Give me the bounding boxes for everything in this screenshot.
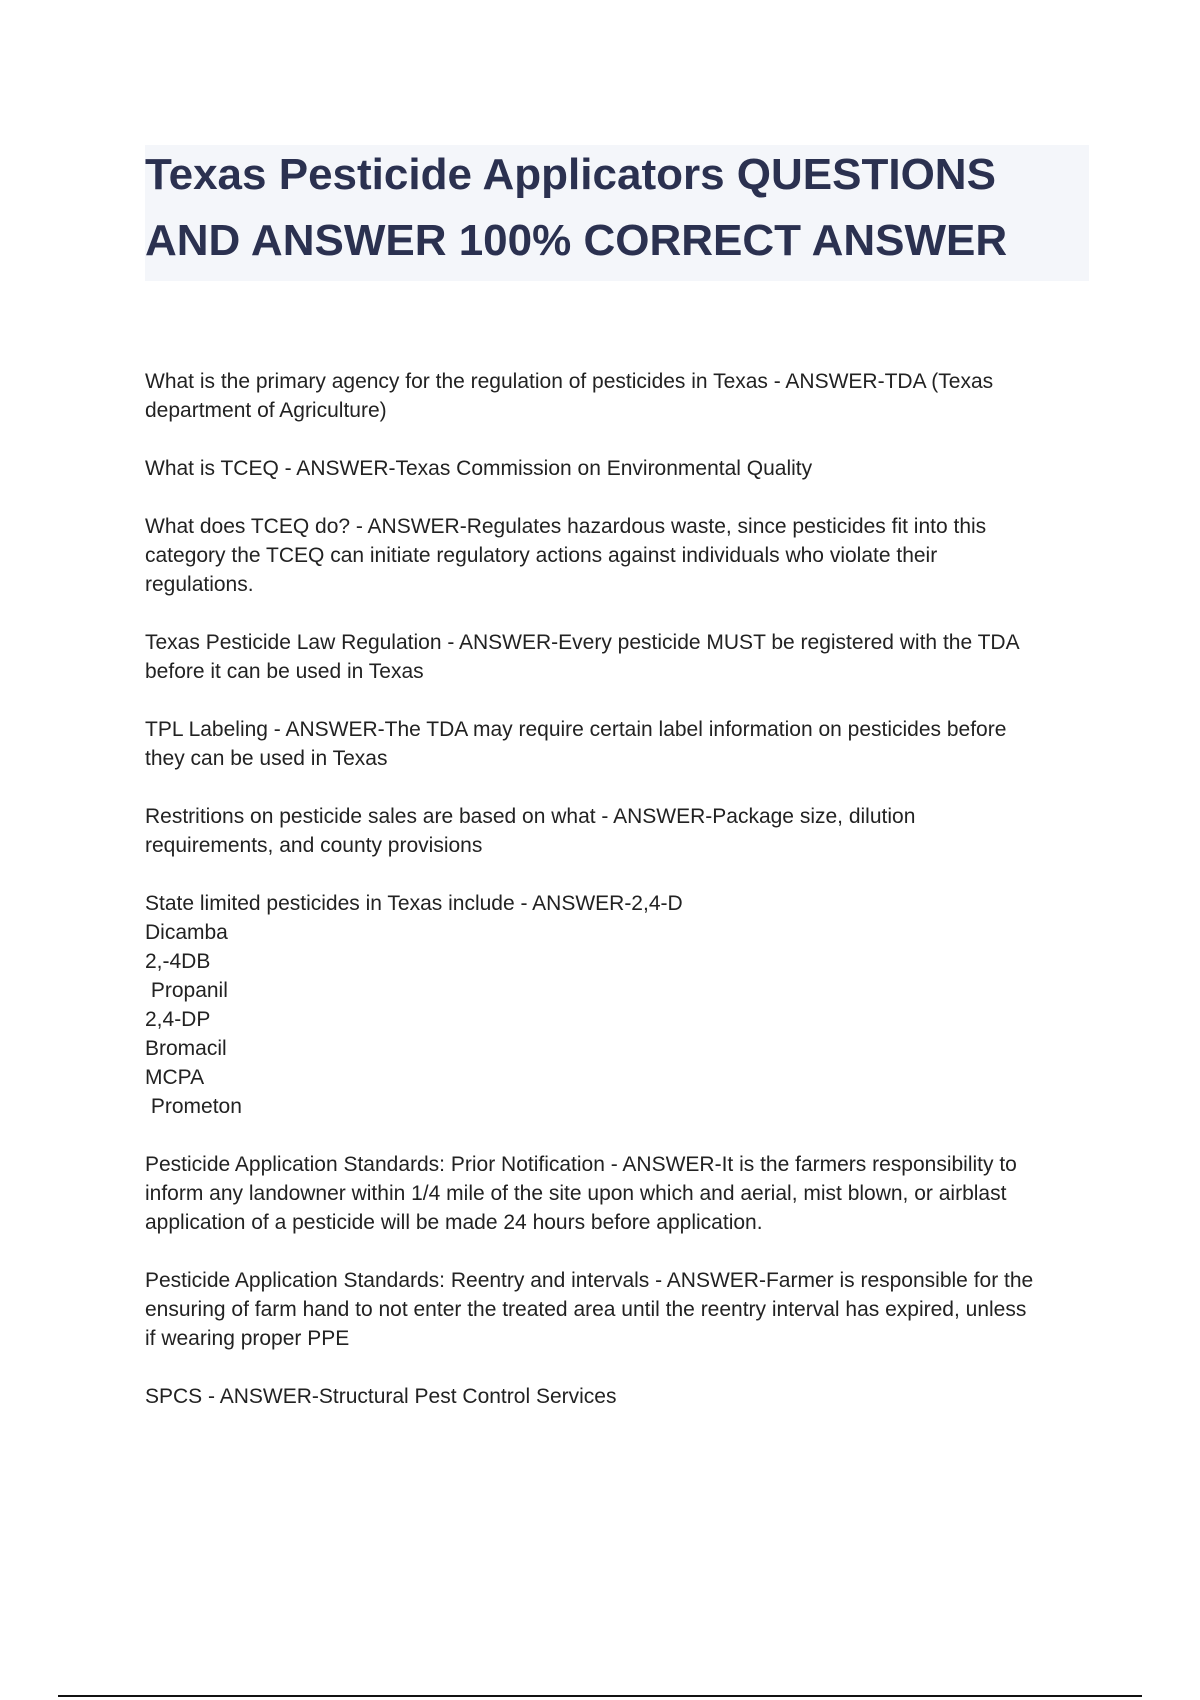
qa-item-line: State limited pesticides in Texas include - ANSWER-2,4-D	[145, 892, 683, 915]
qa-item-line: SPCS - ANSWER-Structural Pest Control Services	[145, 1385, 617, 1408]
qa-item-line: TPL Labeling - ANSWER-The TDA may require certain label information on pesticides before	[145, 718, 1007, 741]
qa-item-line: Texas Pesticide Law Regulation - ANSWER-Every pesticide MUST be registered with the TDA	[145, 631, 1020, 654]
qa-item-line: What is TCEQ - ANSWER-Texas Commission on Environmental Quality	[145, 457, 813, 480]
qa-item	[145, 1382, 1090, 1411]
qa-item-line: MCPA	[145, 1066, 205, 1089]
qa-item	[145, 715, 1090, 773]
qa-item	[145, 367, 1090, 425]
qa-item	[145, 628, 1090, 686]
qa-item	[145, 889, 1090, 1121]
qa-item-line: application of a pesticide will be made 24 hours before application.	[145, 1211, 763, 1234]
qa-item	[145, 1266, 1090, 1353]
bottom-divider	[58, 1695, 1142, 1697]
qa-item-line: Propanil	[145, 979, 228, 1002]
qa-item-line: before it can be used in Texas	[145, 660, 424, 683]
qa-item	[145, 1150, 1090, 1237]
qa-item-line: What does TCEQ do? - ANSWER-Regulates hazardous waste, since pesticides fit into this	[145, 515, 987, 538]
document-title-line-1: Texas Pesticide Applicators QUESTIONS	[145, 150, 996, 199]
qa-item-line: department of Agriculture)	[145, 399, 387, 422]
qa-item-line: requirements, and county provisions	[145, 834, 483, 857]
qa-item-line: 2,-4DB	[145, 950, 211, 973]
qa-item-line: Prometon	[145, 1095, 242, 1118]
qa-item	[145, 454, 1090, 483]
qa-item-line: they can be used in Texas	[145, 747, 388, 770]
qa-item-line: 2,4-DP	[145, 1008, 211, 1031]
qa-item-line: regulations.	[145, 573, 254, 596]
qa-item	[145, 802, 1090, 860]
document-title-line-2: AND ANSWER 100% CORRECT ANSWER	[145, 216, 1008, 265]
qa-item-line: What is the primary agency for the regulation of pesticides in Texas - ANSWER-TDA (Texas	[145, 370, 994, 393]
qa-item-line: category the TCEQ can initiate regulatory actions against individuals who violate their	[145, 544, 938, 567]
qa-item-line: inform any landowner within 1/4 mile of the site upon which and aerial, mist blown, or airblast	[145, 1182, 1007, 1205]
qa-list	[145, 367, 1090, 1440]
qa-item-line: ensuring of farm hand to not enter the treated area until the reentry interval has expired, unless	[145, 1298, 1027, 1321]
qa-item	[145, 512, 1090, 599]
qa-item-line: Bromacil	[145, 1037, 227, 1060]
qa-item-line: Pesticide Application Standards: Reentry and intervals - ANSWER-Farmer is responsible for the	[145, 1269, 1034, 1292]
qa-item-line: Restritions on pesticide sales are based on what - ANSWER-Package size, dilution	[145, 805, 916, 828]
qa-item-line: Dicamba	[145, 921, 228, 944]
document-title-block	[145, 145, 1089, 281]
qa-item-line: Pesticide Application Standards: Prior Notification - ANSWER-It is the farmers responsibility to	[145, 1153, 1017, 1176]
qa-item-line: if wearing proper PPE	[145, 1327, 350, 1350]
